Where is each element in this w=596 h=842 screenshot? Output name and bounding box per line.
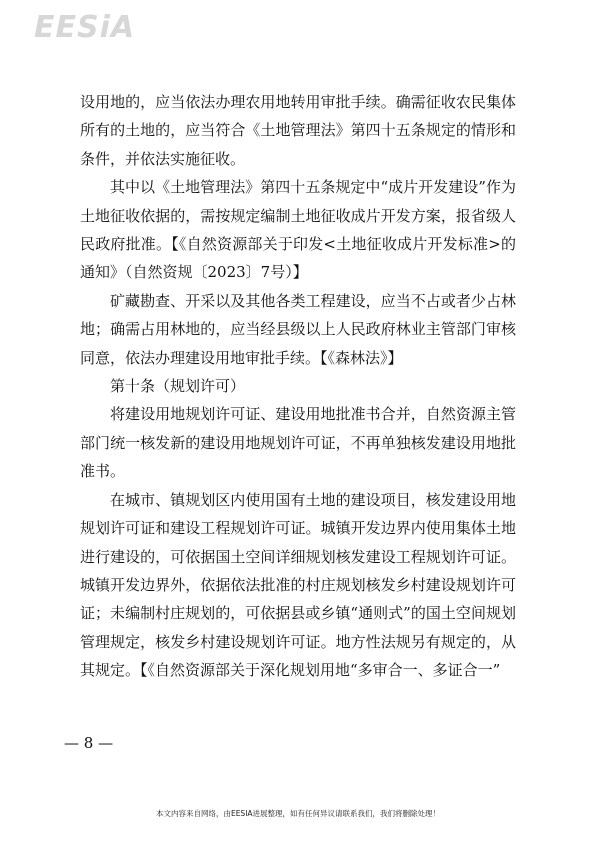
paragraph-6: 在城市、镇规划区内使用国有土地的建设项目，核发建设用地规划许可证和建设工程规划许可证。城镇开发边界内使用集体土地进行建设的，可依据国土空间详细规划核发建设工程规划许可证。城镇开发边界外，依据依法批准的村庄规划核发乡村建设规划许可证；未编制村庄规划的，可依据县或乡镇“通则式”的国土空间规划管理规定，核发乡村建设规划许可证。地方性法规另有规定的，从其规定。【《自然资源部关于深化规划用地“多审合一、多证合一” — [80, 490, 516, 680]
document-body — [80, 88, 516, 685]
paragraph-1: 设用地的，应当依法办理农用地转用审批手续。确需征收农民集体所有的土地的，应当符合《土地管理法》第四十五条规定的情形和条件，并依法实施征收。 — [80, 93, 516, 168]
eesia-logo: EESiA — [34, 10, 136, 45]
paragraph-3: 矿藏勘查、开采以及其他各类工程建设，应当不占或者少占林地；确需占用林地的，应当经县级以上人民政府林业主管部门审核同意，依法办理建设用地审批手续。【《森林法》】 — [80, 291, 516, 367]
paragraph-2: 其中以《土地管理法》第四十五条规定中“成片开发建设”作为土地征收依据的，需按规定编制土地征收成片开发方案，报省级人民政府批准。【《自然资源部关于印发<土地征收成片开发标准>的通知》（自然资规〔2023〕7号）】 — [80, 178, 516, 282]
page-number: — 8 — — [64, 734, 114, 752]
footer-notice: 本文内容来自网络，由EESIA进展整理，如有任何异议请联系我们，我们将删除处理！ — [155, 809, 441, 818]
paragraph-5: 将建设用地规划许可证、建设用地批准书合并，自然资源主管部门统一核发新的建设用地规划许可证，不再单独核发建设用地批准书。 — [80, 405, 516, 481]
section-heading: 第十条（规划许可） — [110, 377, 246, 396]
